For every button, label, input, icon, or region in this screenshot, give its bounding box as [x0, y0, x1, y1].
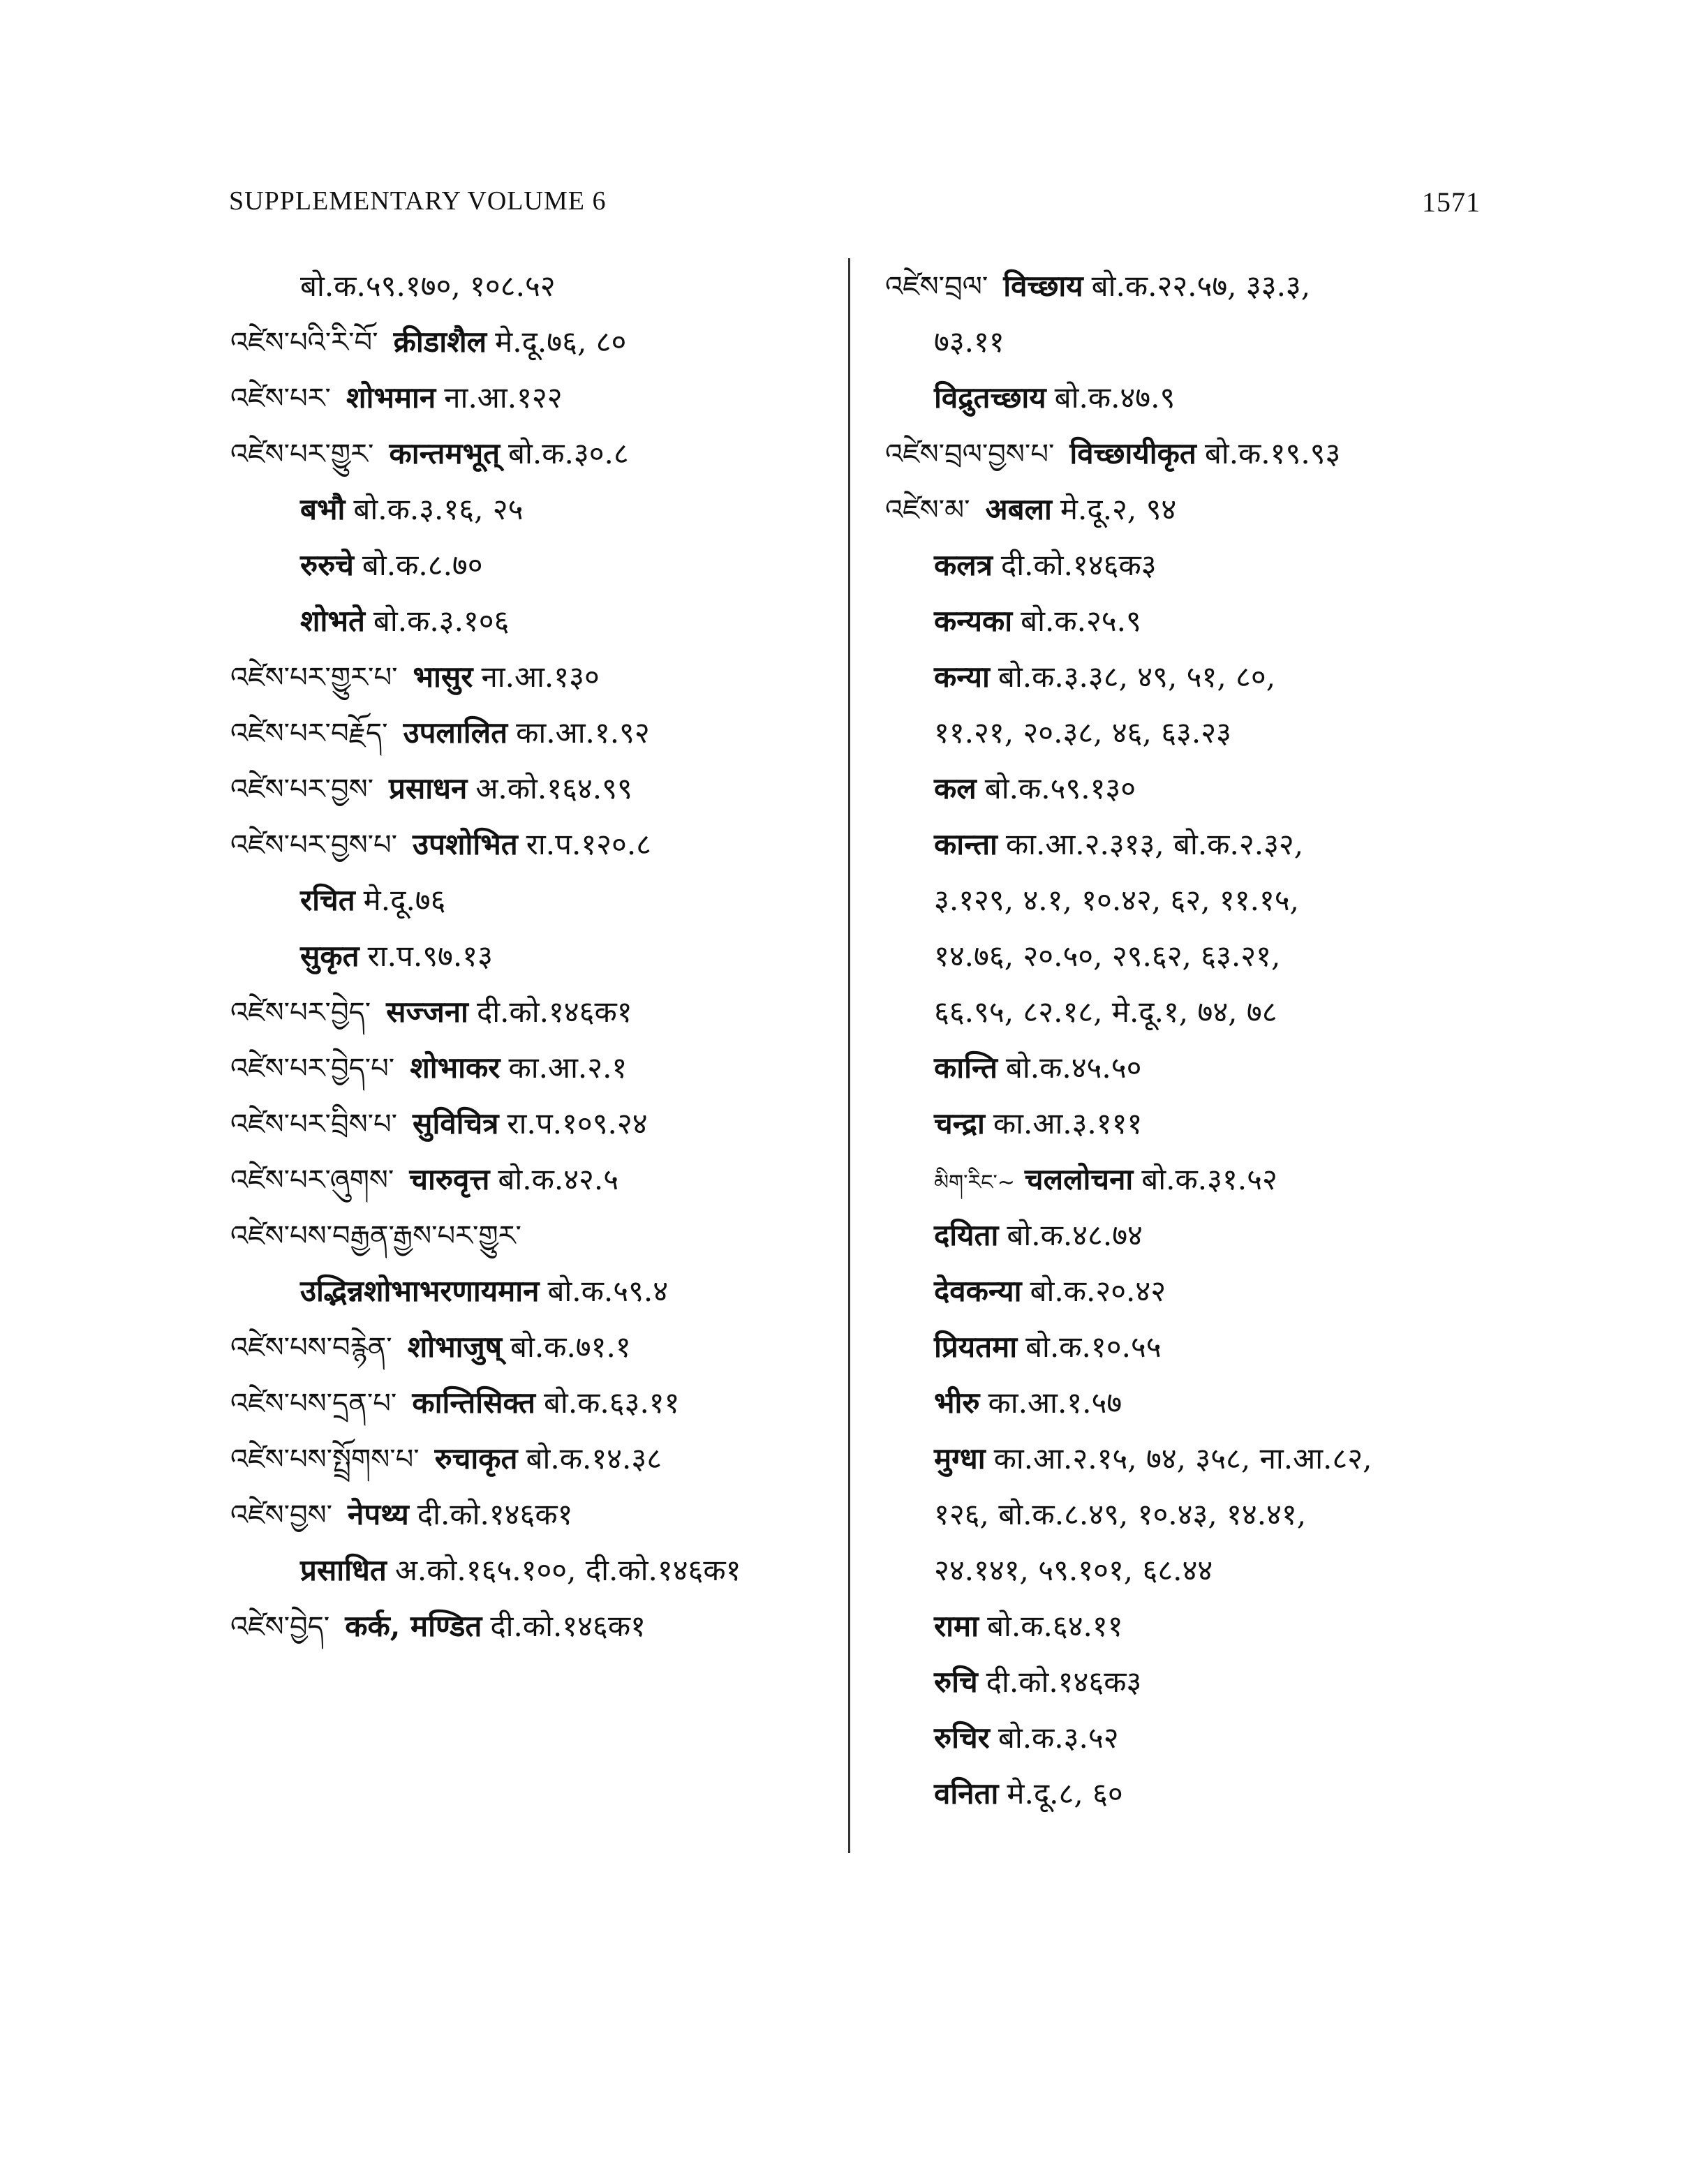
entry-line	[885, 1598, 1499, 1654]
entry-line	[885, 649, 1499, 705]
entry-line	[885, 1431, 1499, 1487]
sanskrit-term: प्रसाधित	[300, 1553, 387, 1587]
entry-line	[885, 1766, 1499, 1822]
source-reference: बो.क.६४.११	[987, 1609, 1123, 1643]
entry-line	[230, 1375, 845, 1431]
source-reference: मे.दू.७६	[363, 883, 446, 917]
sanskrit-term: शोभाजुष्	[407, 1330, 502, 1364]
sanskrit-term: कन्यका	[934, 604, 1013, 638]
sanskrit-term: सुविचित्र	[413, 1106, 499, 1141]
entry-line	[230, 593, 845, 649]
tibetan-headword: འཛེས་པར་བྱས་	[230, 773, 373, 805]
tibetan-headword: འཛེས་པར་གྱུར་པ་	[230, 662, 398, 694]
source-reference: बो.क.६३.११	[543, 1386, 680, 1420]
entry-line	[230, 314, 845, 370]
tibetan-headword: འཛེས་མ་	[885, 494, 970, 526]
entry-line	[230, 482, 845, 537]
entry-line	[230, 1598, 845, 1654]
source-reference: २४.१४१, ५९.१०१, ६८.४४	[934, 1553, 1213, 1587]
sanskrit-term: कान्ता	[934, 827, 998, 861]
tibetan-headword: འཛེས་པར་གྱུར་	[230, 438, 374, 470]
source-reference: बो.क.३.१०६	[373, 604, 510, 638]
sanskrit-term: रुचाकृत	[434, 1441, 518, 1476]
source-reference: अ.को.१६४.९९	[475, 771, 632, 805]
source-reference: बो.क.२२.५७, ३३.३,	[1091, 269, 1311, 303]
source-reference: बो.क.१९.९३	[1204, 436, 1341, 470]
sanskrit-term: सुकृत	[300, 939, 360, 973]
sanskrit-term: देवकन्या	[934, 1274, 1022, 1308]
entry-line	[230, 1208, 845, 1263]
entry-line	[230, 1319, 845, 1375]
entry-line	[230, 705, 845, 761]
sanskrit-term: कलत्र	[934, 548, 993, 582]
sanskrit-term: रामा	[934, 1609, 979, 1643]
source-reference: का.आ.१.९२	[516, 715, 650, 750]
source-reference: का.आ.१.५७	[988, 1386, 1122, 1420]
page-number: 1571	[1422, 186, 1481, 218]
sanskrit-term: चललोचना	[1024, 1162, 1134, 1196]
entry-line	[230, 426, 845, 482]
tibetan-headword: འཛེས་པར་ཞུགས་	[230, 1164, 394, 1196]
sanskrit-term: उद्भिन्नशोभाभरणायमान	[300, 1274, 540, 1308]
source-reference: का.आ.२.३१३, बो.क.२.३२,	[1005, 827, 1304, 861]
source-reference: बो.क.३.३८, ४९, ५१, ८०,	[998, 660, 1276, 694]
sanskrit-term: भासुर	[413, 660, 473, 694]
entry-line	[230, 258, 845, 314]
source-reference: बो.क.४२.५	[498, 1162, 619, 1196]
sanskrit-term: रुचिर	[934, 1721, 990, 1755]
entry-line	[885, 1375, 1499, 1431]
source-reference: बो.क.४८.७४	[1007, 1218, 1143, 1252]
source-reference: १४.७६, २०.५०, २९.६२, ६३.२१,	[934, 939, 1281, 973]
entry-line	[885, 482, 1499, 537]
source-reference: दी.को.१४६क१	[490, 1609, 646, 1643]
tibetan-headword: འཛེས་པས་སྤྲོགས་པ་	[230, 1443, 420, 1476]
entry-line	[885, 1040, 1499, 1096]
source-reference: बो.क.२०.४२	[1030, 1274, 1166, 1308]
sanskrit-term: कर्क, मण्डित	[345, 1609, 482, 1643]
source-reference: ना.आ.१३०	[481, 660, 600, 694]
source-reference: ११.२१, २०.३८, ४६, ६३.२३	[934, 715, 1231, 750]
sanskrit-term: मुग्धा	[934, 1441, 986, 1476]
sanskrit-term: शोभमान	[346, 380, 436, 415]
column-divider	[848, 258, 850, 1853]
entry-line	[885, 1319, 1499, 1375]
entry-line	[885, 1487, 1499, 1543]
source-reference: रा.प.१०९.२४	[507, 1106, 648, 1141]
entry-line	[885, 1710, 1499, 1766]
source-reference: १२६, बो.क.८.४९, १०.४३, १४.४१,	[934, 1497, 1307, 1531]
entry-line	[230, 817, 845, 872]
source-reference: दी.को.१४६क१	[476, 995, 632, 1029]
entry-line	[885, 314, 1499, 370]
source-reference: दी.को.१४६क३	[1000, 548, 1157, 582]
entry-line	[885, 817, 1499, 872]
source-reference: रा.प.९७.१३	[367, 939, 493, 973]
entry-line	[230, 1543, 845, 1598]
entry-line	[230, 1263, 845, 1319]
tibetan-headword: འཛེས་པར་བྱས་པ་	[230, 829, 398, 861]
entry-line	[230, 537, 845, 593]
entry-line	[230, 984, 845, 1040]
source-reference: बो.क.३०.८	[508, 436, 629, 470]
source-reference: दी.को.१४६क१	[417, 1497, 573, 1531]
sanskrit-term: रुचि	[934, 1665, 978, 1699]
sanskrit-term: विच्छाय	[1003, 269, 1083, 303]
source-reference: बो.क.५९.४	[547, 1274, 669, 1308]
tibetan-headword: འཛེས་བྲལ་	[885, 271, 988, 303]
sanskrit-term: रचित	[300, 883, 355, 917]
sanskrit-term: बभौ	[300, 492, 346, 526]
entry-line	[885, 258, 1499, 314]
entry-line	[885, 705, 1499, 761]
sanskrit-term: वनिता	[934, 1776, 999, 1811]
sanskrit-term: चन्द्रा	[934, 1106, 985, 1141]
source-reference: बो.क.१४.३८	[526, 1441, 662, 1476]
sanskrit-term: कान्तमभूत्	[389, 436, 501, 470]
sanskrit-term: कन्या	[934, 660, 990, 694]
sanskrit-term: चारुवृत्त	[409, 1162, 490, 1196]
source-reference: बो.क.२५.९	[1021, 604, 1141, 638]
entry-line	[230, 928, 845, 984]
entry-line	[230, 872, 845, 928]
entry-line	[885, 426, 1499, 482]
entry-line	[885, 984, 1499, 1040]
entry-line	[885, 537, 1499, 593]
tibetan-headword: འཛེས་པར་	[230, 382, 331, 415]
entry-line	[885, 1654, 1499, 1710]
entry-line	[230, 649, 845, 705]
source-reference: बो.क.४७.९	[1054, 380, 1176, 415]
source-reference: बो.क.३१.५२	[1141, 1162, 1277, 1196]
entry-line	[885, 761, 1499, 817]
sanskrit-term: विच्छायीकृत	[1069, 436, 1196, 470]
tibetan-headword: འཛེས་པར་བྱེད་	[230, 997, 371, 1029]
tibetan-headword: མིག་རིང་~	[934, 1171, 1015, 1195]
entry-line	[230, 1096, 845, 1152]
sanskrit-term: सज्जना	[386, 995, 468, 1029]
source-reference: बो.क.५९.१७०, १०८.५२	[300, 269, 556, 303]
entry-line	[885, 1543, 1499, 1598]
entry-line	[230, 1152, 845, 1208]
tibetan-headword: འཛེས་བྱས་	[230, 1499, 333, 1531]
sanskrit-term: कल	[934, 771, 977, 805]
page-header	[229, 186, 1481, 228]
entry-line	[885, 370, 1499, 426]
source-reference: ७३.११	[934, 325, 1005, 359]
source-reference: ३.१२९, ४.१, १०.४२, ६२, ११.१५,	[934, 883, 1299, 917]
tibetan-headword: འཛེས་པར་བྲིས་པ་	[230, 1108, 398, 1141]
sanskrit-term: प्रसाधन	[389, 771, 468, 805]
source-reference: का.आ.२.१५, ७४, ३५८, ना.आ.८२,	[993, 1441, 1372, 1476]
entry-line	[885, 1208, 1499, 1263]
sanskrit-term: प्रियतमा	[934, 1330, 1018, 1364]
sanskrit-term: नेपथ्य	[348, 1497, 409, 1531]
tibetan-headword: འཛེས་པར་བྱེད་པ་	[230, 1053, 395, 1085]
entry-line	[230, 1040, 845, 1096]
tibetan-headword: འཛེས་པས་དྲན་པ་	[230, 1388, 397, 1420]
right-column	[885, 258, 1499, 1822]
source-reference: मे.दू.२, ९४	[1060, 492, 1177, 526]
source-reference: ६६.९५, ८२.१८, मे.दू.१, ७४, ७८	[934, 995, 1277, 1029]
source-reference: रा.प.१२०.८	[526, 827, 652, 861]
entry-line	[230, 761, 845, 817]
source-reference: बो.क.८.७०	[362, 548, 483, 582]
entry-line	[885, 928, 1499, 984]
source-reference: मे.दू.८, ६०	[1007, 1776, 1123, 1811]
entry-line	[230, 1431, 845, 1487]
sanskrit-term: कान्तिसिक्त	[412, 1386, 535, 1420]
entry-line	[885, 1096, 1499, 1152]
running-title: SUPPLEMENTARY VOLUME 6	[229, 186, 607, 216]
entry-line	[230, 1487, 845, 1543]
tibetan-headword: འཛེས་བྲལ་བྱས་པ་	[885, 438, 1055, 470]
sanskrit-term: रुरुचे	[300, 548, 354, 582]
tibetan-headword: འཛེས་བྱེད་	[230, 1611, 330, 1643]
entry-line	[885, 593, 1499, 649]
source-reference: बो.क.३.१६, २५	[353, 492, 524, 526]
sanskrit-term: उपशोभित	[413, 827, 518, 861]
source-reference: ना.आ.१२२	[444, 380, 563, 415]
entry-line	[230, 370, 845, 426]
source-reference: का.आ.३.१११	[993, 1106, 1143, 1141]
sanskrit-term: कान्ति	[934, 1050, 998, 1085]
source-reference: मे.दू.७६, ८०	[495, 325, 627, 359]
sanskrit-term: शोभाकर	[410, 1050, 501, 1085]
entry-line	[885, 1152, 1499, 1208]
sanskrit-term: अबला	[985, 492, 1052, 526]
source-reference: अ.को.१६५.१००, दी.को.१४६क१	[394, 1553, 741, 1587]
source-reference: दी.को.१४६क३	[986, 1665, 1142, 1699]
tibetan-headword: འཛེས་པའི་རི་བོ་	[230, 327, 378, 359]
tibetan-headword: འཛེས་པས་བརྒྱན་རྒྱས་པར་གྱུར་	[230, 1220, 521, 1252]
sanskrit-term: क्रीडाशैल	[393, 325, 487, 359]
sanskrit-term: विद्रुतच्छाय	[934, 380, 1046, 415]
left-column	[230, 258, 845, 1654]
source-reference: बो.क.१०.५५	[1025, 1330, 1162, 1364]
sanskrit-term: शोभते	[300, 604, 365, 638]
sanskrit-term: दयिता	[934, 1218, 999, 1252]
entry-line	[885, 1263, 1499, 1319]
sanskrit-term: उपलालित	[403, 715, 508, 750]
source-reference: बो.क.३.५२	[998, 1721, 1119, 1755]
source-reference: बो.क.४५.५०	[1005, 1050, 1142, 1085]
source-reference: का.आ.२.१	[508, 1050, 628, 1085]
source-reference: बो.क.७१.१	[510, 1330, 631, 1364]
sanskrit-term: भीरु	[934, 1386, 980, 1420]
tibetan-headword: འཛེས་པར་བརྗོད་	[230, 718, 388, 750]
source-reference: बो.क.५९.१३०	[984, 771, 1136, 805]
tibetan-headword: འཛེས་པས་བརྙེན་	[230, 1332, 392, 1364]
entry-line	[885, 872, 1499, 928]
